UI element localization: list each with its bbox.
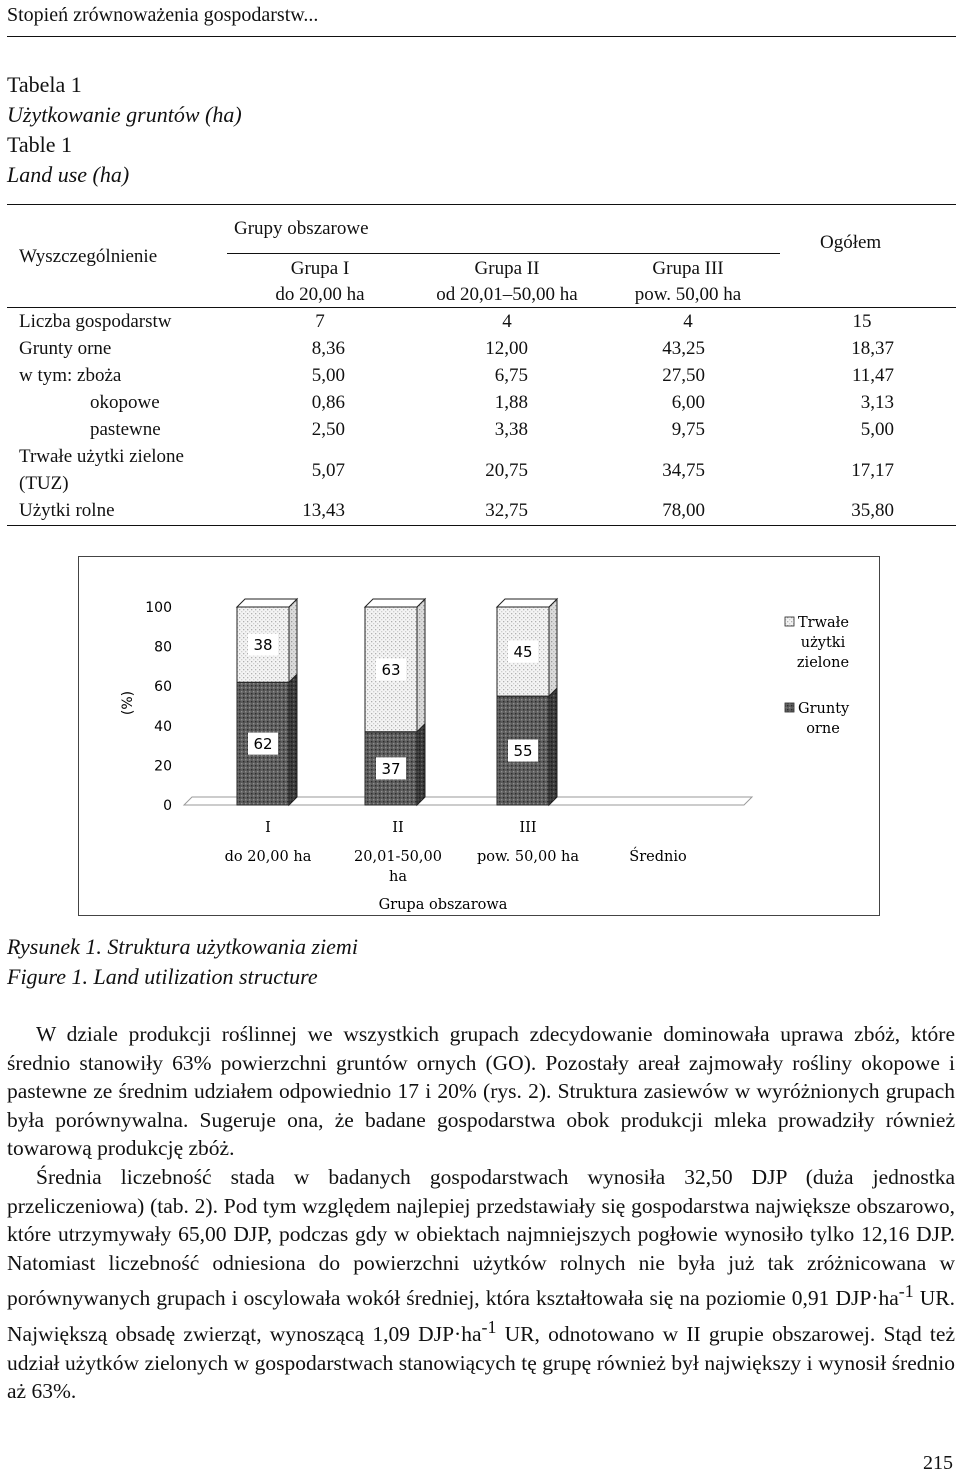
land-use-chart [78,556,880,916]
table-cell: 4 [683,311,693,332]
table-cell: 9,75 [671,419,705,440]
table-cell: 6,00 [671,392,705,413]
table-cell: 1,88 [494,392,528,413]
y-tick-label: 60 [154,679,172,696]
x-axis-title: Grupa obszarowa [378,897,508,913]
bar-segment-side [417,724,425,805]
table-cell: 13,43 [302,500,345,521]
group-ii-name: Grupa II [474,258,540,279]
group-i-name: Grupa I [290,258,350,279]
row-label: Liczba gospodarstw [19,311,172,332]
bar-top-face [237,599,297,607]
column-header-item: Wyszczególnienie [19,246,158,267]
group-iii-name: Grupa III [652,258,724,279]
data-label-text: 38 [253,636,273,655]
bar-segment-side [289,599,297,682]
table-cell: 3,38 [494,419,528,440]
row-label: Trwałe użytki zielone [19,446,184,467]
bar-top-face [497,599,557,607]
x-axis-labels [225,820,687,885]
table-cell: 11,47 [851,365,894,386]
table-cell: 5,00 [860,419,894,440]
table-title-en: Land use (ha) [7,162,130,187]
row-label: pastewne [90,419,161,440]
data-label [248,634,278,656]
paragraph-2-text: Średnia liczebność stada w badanych gospodarstwach wynosiła 32,50 DJP (duża jednostka przeliczeniowa) (tab. 2). Pod tym względem najlepiej przedstawiały się gospodarstwa największe obszarowo, które utrzymywały 65,00 DJP, podczas gdy w obiektach najmniejszych pogłowie wynosiło tylko 12,16 DJP. Natomiast liczebność odniesiona do powierzchni użytków rolnych nie była już tak zróżnicowana w porównywanych grupach i oscylowała wokół średniej, która kształtowała się na poziomie 0,91 DJP·ha [7,1164,955,1311]
table-cell: 20,75 [485,460,528,481]
table-cell: 43,25 [662,338,705,359]
bar-segment-side [417,599,425,732]
x-category-label: do 20,00 ha [224,849,312,865]
data-label [508,641,538,663]
table-cell: 5,00 [311,365,345,386]
table-cell: 78,00 [662,500,705,521]
table-cell: 6,75 [494,365,528,386]
superscript-exponent: -1 [898,1281,914,1302]
legend-swatch [785,703,794,712]
y-tick-label: 20 [154,758,172,775]
y-axis [145,600,172,814]
x-category-label: Średnio [629,849,687,865]
y-tick-label: 0 [163,798,172,814]
y-tick-label: 40 [154,718,172,735]
data-label [248,733,278,755]
data-label-text: 45 [513,643,533,662]
body-text [7,1020,955,1406]
table-top-rule [7,204,956,205]
table-cell: 7 [315,311,325,332]
y-axis-label: (%) [120,690,136,716]
data-label [508,740,538,762]
row-label: Użytki rolne [19,500,115,521]
column-header-total: Ogółem [820,232,882,253]
table-cell: 0,86 [311,392,345,413]
x-category-numeral: II [392,820,404,836]
legend-swatch [785,617,794,626]
table-cell: 32,75 [485,500,528,521]
x-category-label: ha [389,869,407,885]
bar-stacks [237,599,557,805]
x-category-numeral: I [265,820,271,836]
legend-label: Trwałe [798,615,849,631]
group-ii-range: od 20,01–50,00 ha [436,284,578,305]
row-label: Grunty orne [19,338,112,359]
table-bottom-rule [7,525,956,526]
table-cell: 8,36 [311,338,345,359]
row-label: w tym: zboża [19,365,122,386]
bar-segment-side [289,674,297,805]
group-iii-range: pow. 50,00 ha [634,284,742,305]
row-label: (TUZ) [19,473,69,494]
legend-label: Grunty [798,701,850,717]
group-i-range: do 20,00 ha [275,284,365,305]
figure-caption-en: Figure 1. Land utilization structure [7,964,318,989]
table-cell: 17,17 [851,460,894,481]
data-label-text: 63 [381,660,401,679]
header-rule [7,36,956,37]
bar-segment-side [549,599,557,696]
page-number: 215 [923,1452,953,1474]
group-header-rule [227,253,780,254]
x-category-label: 20,01-50,00 [354,849,442,865]
data-label-text: 55 [513,742,533,761]
chart-legend [785,615,850,737]
running-head: Stopień zrównoważenia gospodarstw... [7,4,319,26]
table-cell: 15 [852,311,872,332]
y-tick-label: 80 [154,639,172,656]
table-cell: 18,37 [851,338,894,359]
column-header-groups: Grupy obszarowe [234,218,369,239]
legend-label: użytki [800,635,846,651]
data-label-text: 62 [253,735,273,754]
paragraph-2-text: UR. Największą obsadę zwierząt, wynoszącą 1,09 DJP·ha [7,1286,955,1347]
table-cell: 27,50 [662,365,705,386]
table-label-en: Table 1 [7,132,73,157]
table-label-pl: Tabela 1 [7,72,82,97]
legend-label: orne [806,721,840,737]
table-caption [7,70,242,190]
table-cell: 3,13 [860,392,894,413]
table-cell: 34,75 [662,460,705,481]
x-category-numeral: III [519,820,537,836]
table-cell: 35,80 [851,500,894,521]
figure-caption [7,932,358,992]
table-cell: 4 [502,311,512,332]
row-label: okopowe [90,392,160,413]
figure-caption-pl: Rysunek 1. Struktura użytkowania ziemi [7,934,358,959]
legend-label: zielone [796,655,850,671]
paragraph-1: W dziale produkcji roślinnej we wszystkich grupach zdecydowanie dominowała uprawa zbóż, które średnio stanowiły 63% powierzchni gruntów ornych (GO). Pozostały areał zajmowały rośliny okopowe i pastewne ze średnim udziałem odpowiednio 17 i 20% (rys. 2). Struktura zasiewów w wyróżnionych grupach była porównywalna. Sugeruje ona, że badane gospodarstwa obok produkcji mleka prowadziły również towarową produkcję zbóż. [7,1022,955,1161]
table-cell: 5,07 [311,460,345,481]
x-category-label: pow. 50,00 ha [476,849,580,865]
data-label [376,658,406,680]
table-cell: 12,00 [485,338,528,359]
chart-svg [79,557,878,914]
bar-top-face [365,599,425,607]
table-title-pl: Użytkowanie gruntów (ha) [7,102,242,127]
header-bottom-rule [7,307,956,308]
data-label-text: 37 [381,759,401,778]
table-cell: 2,50 [311,419,345,440]
bar-segment-side [549,688,557,805]
paragraph-2 [7,1163,955,1406]
data-label [376,757,406,779]
y-tick-label: 100 [145,600,172,616]
paragraph-2-text: UR, odnotowano w II grupie obszarowej. Stąd też udział użytków zielonych w gospodarstwach stanowiących tę grupę również był największy i wynosił średnio aż 63%. [7,1322,955,1404]
land-use-table [7,204,956,526]
superscript-exponent: -1 [481,1317,497,1338]
